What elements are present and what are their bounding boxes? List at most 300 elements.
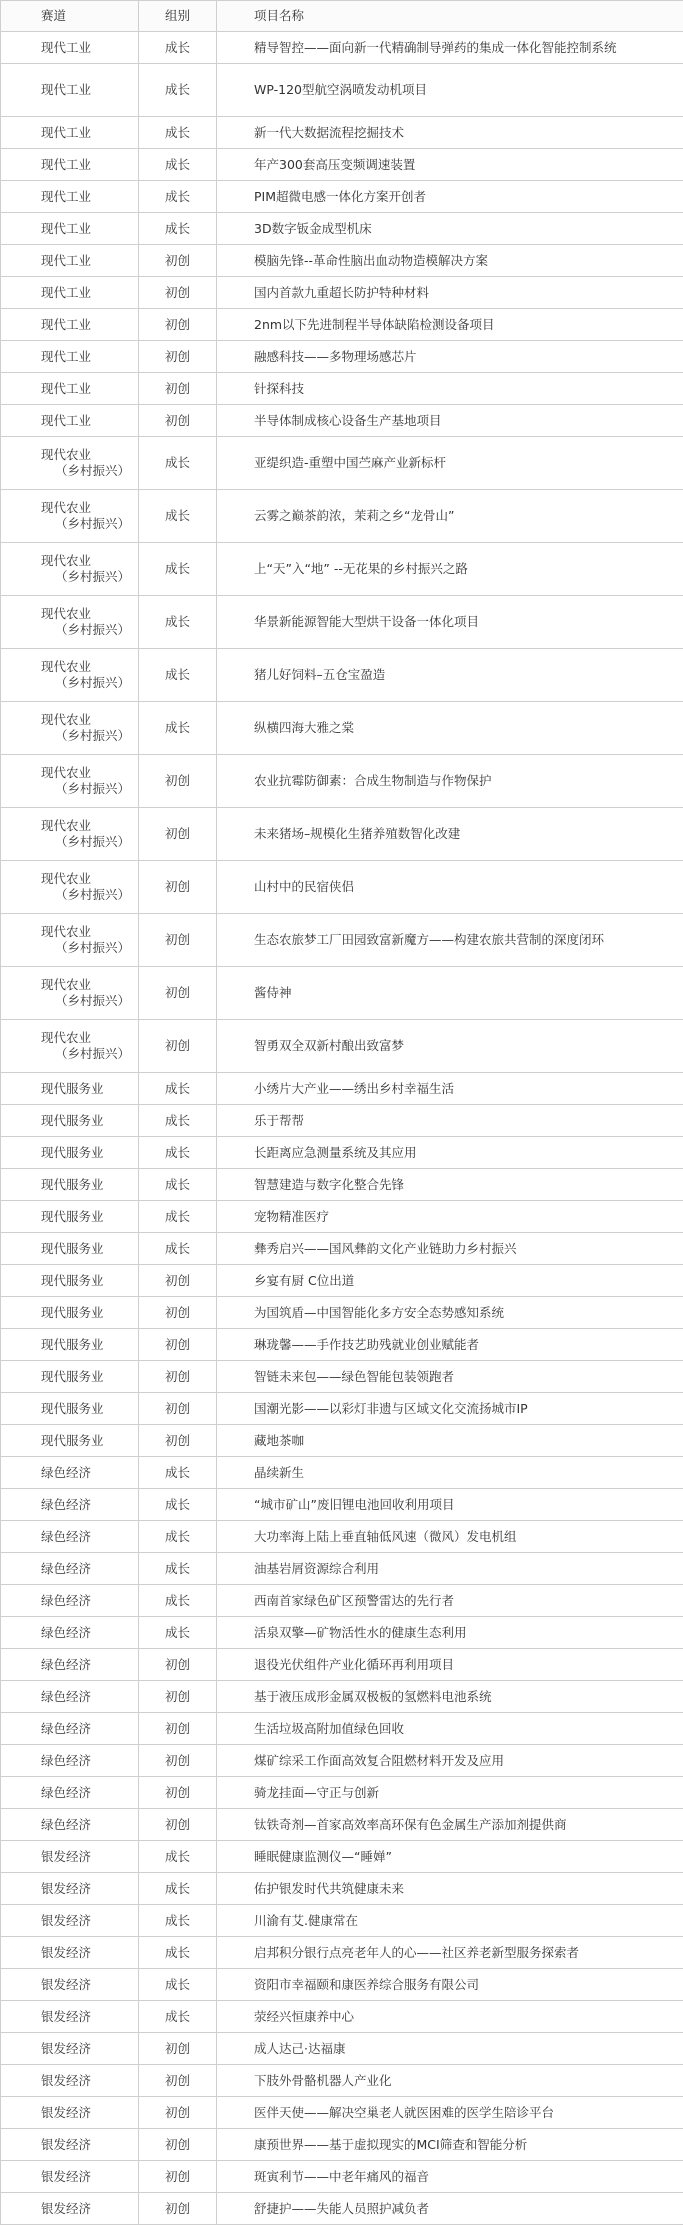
cell-project-name: 资阳市幸福颐和康医养综合服务有限公司 [217,1969,683,2001]
cell-track [1,1521,139,1553]
cell-group: 初创 [139,309,217,341]
table-row [1,64,683,117]
cell-project-name: 启邦积分银行点亮老年人的心——社区养老新型服务探索者 [217,1937,683,1969]
cell-project-name: PIM超微电感一体化方案开创者 [217,181,683,213]
cell-project-name: 基于液压成形金属双极板的氢燃料电池系统 [217,1681,683,1713]
track-label: 绿色经济 [41,1817,91,1832]
table-row [1,309,683,341]
track-sublabel: （乡村振兴） [41,1046,138,1062]
track-label: 现代农业 [41,871,91,886]
cell-track [1,437,139,490]
track-label: 现代服务业 [41,1081,104,1096]
track-label: 绿色经济 [41,1561,91,1576]
cell-group: 初创 [139,2097,217,2129]
header-group: 组别 [139,1,217,32]
cell-track [1,309,139,341]
cell-group: 初创 [139,373,217,405]
cell-project-name: 针探科技 [217,373,683,405]
cell-project-name: 乡宴有厨 C位出道 [217,1265,683,1297]
table-row [1,1233,683,1265]
table-row [1,543,683,596]
cell-track [1,1649,139,1681]
cell-project-name: 猪儿好饲料–五仓宝盈造 [217,649,683,702]
cell-track [1,341,139,373]
table-row [1,1777,683,1809]
track-label: 现代服务业 [41,1113,104,1128]
cell-track [1,32,139,64]
track-sublabel: （乡村振兴） [41,622,138,638]
table-row [1,1105,683,1137]
table-row [1,2001,683,2033]
cell-project-name: 宠物精准医疗 [217,1201,683,1233]
table-row [1,490,683,543]
cell-group: 初创 [139,1297,217,1329]
cell-project-name: 3D数字钣金成型机床 [217,213,683,245]
table-row [1,2193,683,2225]
track-sublabel: （乡村振兴） [41,993,138,1009]
track-label: 现代工业 [41,82,91,97]
track-sublabel: （乡村振兴） [41,781,138,797]
cell-track [1,702,139,755]
cell-track [1,490,139,543]
cell-track [1,1361,139,1393]
track-label: 银发经济 [41,1977,91,1992]
table-body [1,32,683,2225]
cell-project-name: 大功率海上陆上垂直轴低风速（微风）发电机组 [217,1521,683,1553]
table-row [1,32,683,64]
track-label: 绿色经济 [41,1689,91,1704]
table-row [1,1457,683,1489]
track-label: 银发经济 [41,2137,91,2152]
cell-track [1,1329,139,1361]
table-row [1,1425,683,1457]
table-row [1,1905,683,1937]
track-label: 现代工业 [41,253,91,268]
cell-track [1,1393,139,1425]
cell-group: 初创 [139,1393,217,1425]
cell-project-name: 琳珑馨——手作技艺助残就业创业赋能者 [217,1329,683,1361]
track-label: 绿色经济 [41,1785,91,1800]
cell-project-name: 退役光伏组件产业化循环再利用项目 [217,1649,683,1681]
track-label: 现代农业 [41,924,91,939]
cell-project-name: 年产300套高压变频调速装置 [217,149,683,181]
cell-group: 初创 [139,1425,217,1457]
cell-track [1,1105,139,1137]
track-label: 现代工业 [41,413,91,428]
table-row [1,1489,683,1521]
cell-project-name: 舒捷护——失能人员照护减负者 [217,2193,683,2225]
cell-group: 成长 [139,149,217,181]
cell-group: 初创 [139,1329,217,1361]
cell-group: 成长 [139,64,217,117]
cell-project-name: 智链未来包——绿色智能包装领跑者 [217,1361,683,1393]
table-row [1,437,683,490]
track-label: 银发经济 [41,1913,91,1928]
cell-project-name: 钛铁奇剂—首家高效率高环保有色金属生产添加剂提供商 [217,1809,683,1841]
cell-track [1,181,139,213]
track-label: 银发经济 [41,2105,91,2120]
cell-track [1,1553,139,1585]
cell-track [1,117,139,149]
cell-track [1,1457,139,1489]
track-label: 现代服务业 [41,1401,104,1416]
cell-track [1,1745,139,1777]
cell-track [1,373,139,405]
table-header-row [1,1,683,32]
track-label: 绿色经济 [41,1497,91,1512]
track-label: 现代服务业 [41,1177,104,1192]
cell-track [1,596,139,649]
cell-group: 初创 [139,2161,217,2193]
cell-track [1,1777,139,1809]
cell-track [1,245,139,277]
track-label: 现代农业 [41,765,91,780]
cell-track [1,1713,139,1745]
cell-project-name: 医伴天使——解决空巢老人就医困难的医学生陪诊平台 [217,2097,683,2129]
cell-track [1,914,139,967]
track-label: 绿色经济 [41,1753,91,1768]
cell-group: 初创 [139,1649,217,1681]
cell-group: 成长 [139,1169,217,1201]
table-row [1,1297,683,1329]
cell-track [1,405,139,437]
cell-group: 成长 [139,117,217,149]
table-row [1,1585,683,1617]
cell-group: 初创 [139,967,217,1020]
cell-group: 初创 [139,1265,217,1297]
cell-project-name: 半导体制成核心设备生产基地项目 [217,405,683,437]
cell-track [1,808,139,861]
cell-group: 初创 [139,1713,217,1745]
cell-project-name: 华景新能源智能大型烘干设备一体化项目 [217,596,683,649]
table-row [1,341,683,373]
cell-group: 初创 [139,1020,217,1073]
cell-track [1,861,139,914]
cell-project-name: 云雾之巅茶韵浓，茉莉之乡“龙骨山” [217,490,683,543]
cell-project-name: 川渝有艾.健康常在 [217,1905,683,1937]
cell-group: 成长 [139,2001,217,2033]
cell-track [1,213,139,245]
track-label: 现代服务业 [41,1433,104,1448]
cell-project-name: 乐于帮帮 [217,1105,683,1137]
table-row [1,213,683,245]
table-row [1,1745,683,1777]
track-sublabel: （乡村振兴） [41,940,138,956]
cell-group: 初创 [139,2065,217,2097]
cell-group: 成长 [139,1233,217,1265]
cell-track [1,277,139,309]
table-row [1,1329,683,1361]
track-label: 现代农业 [41,977,91,992]
track-label: 绿色经济 [41,1593,91,1608]
cell-group: 成长 [139,1937,217,1969]
cell-project-name: 未来猪场–规模化生猪养殖数智化改建 [217,808,683,861]
cell-track [1,1020,139,1073]
cell-group: 成长 [139,1201,217,1233]
cell-group: 初创 [139,405,217,437]
header-track: 赛道 [1,1,139,32]
cell-group: 初创 [139,914,217,967]
table-row [1,649,683,702]
cell-track [1,1841,139,1873]
cell-project-name: 活泉双擎—矿物活性水的健康生态利用 [217,1617,683,1649]
cell-project-name: “城市矿山”废旧锂电池回收利用项目 [217,1489,683,1521]
cell-project-name: 酱侍神 [217,967,683,1020]
cell-group: 初创 [139,1809,217,1841]
cell-group: 成长 [139,543,217,596]
cell-project-name: 生态农旅梦工厂田园致富新魔方——构建农旅共营制的深度闭环 [217,914,683,967]
cell-group: 初创 [139,277,217,309]
cell-track [1,1905,139,1937]
cell-project-name: 康预世界——基于虚拟现实的MCI筛查和智能分析 [217,2129,683,2161]
table-row [1,373,683,405]
track-label: 银发经济 [41,2201,91,2216]
track-sublabel: （乡村振兴） [41,569,138,585]
track-label: 绿色经济 [41,1465,91,1480]
cell-project-name: 智勇双全双新村酿出致富梦 [217,1020,683,1073]
cell-group: 初创 [139,2129,217,2161]
cell-group: 成长 [139,32,217,64]
track-label: 绿色经济 [41,1721,91,1736]
cell-project-name: 纵横四海大雅之棠 [217,702,683,755]
cell-group: 成长 [139,1553,217,1585]
cell-track [1,1233,139,1265]
cell-project-name: 藏地茶咖 [217,1425,683,1457]
cell-track [1,1265,139,1297]
cell-group: 成长 [139,1105,217,1137]
cell-project-name: 新一代大数据流程挖掘技术 [217,117,683,149]
table-row [1,861,683,914]
table-row [1,277,683,309]
cell-group: 成长 [139,490,217,543]
cell-track [1,1681,139,1713]
cell-project-name: WP-120型航空涡喷发动机项目 [217,64,683,117]
table-row [1,2129,683,2161]
cell-group: 成长 [139,1585,217,1617]
track-label: 现代农业 [41,606,91,621]
cell-track [1,2161,139,2193]
table-row [1,1521,683,1553]
table-row [1,2097,683,2129]
cell-group: 成长 [139,1521,217,1553]
track-sublabel: （乡村振兴） [41,675,138,691]
table-row [1,1873,683,1905]
cell-project-name: 上“天”入“地” --无花果的乡村振兴之路 [217,543,683,596]
track-label: 绿色经济 [41,1625,91,1640]
track-sublabel: （乡村振兴） [41,516,138,532]
table-row [1,1201,683,1233]
track-label: 现代农业 [41,1030,91,1045]
table-row [1,1073,683,1105]
table-row [1,808,683,861]
cell-group: 初创 [139,1745,217,1777]
cell-group: 成长 [139,1873,217,1905]
cell-group: 成长 [139,1457,217,1489]
table-row [1,1361,683,1393]
cell-track [1,1425,139,1457]
track-label: 银发经济 [41,1849,91,1864]
table-row [1,1649,683,1681]
cell-project-name: 模脑先锋--革命性脑出血动物造模解决方案 [217,245,683,277]
cell-track [1,1585,139,1617]
cell-project-name: 成人达己·达福康 [217,2033,683,2065]
track-label: 银发经济 [41,2041,91,2056]
cell-group: 初创 [139,2193,217,2225]
cell-group: 成长 [139,1073,217,1105]
table-row [1,2065,683,2097]
cell-group: 初创 [139,861,217,914]
cell-project-name: 亚缇织造-重塑中国苎麻产业新标杆 [217,437,683,490]
cell-project-name: 小绣片大产业——绣出乡村幸福生活 [217,1073,683,1105]
track-label: 银发经济 [41,2169,91,2184]
cell-track [1,64,139,117]
track-label: 银发经济 [41,1881,91,1896]
cell-group: 初创 [139,1361,217,1393]
cell-group: 成长 [139,649,217,702]
cell-track [1,755,139,808]
track-label: 现代服务业 [41,1369,104,1384]
cell-track [1,2001,139,2033]
cell-project-name: 智慧建造与数字化整合先锋 [217,1169,683,1201]
track-label: 绿色经济 [41,1657,91,1672]
table-row [1,596,683,649]
track-sublabel: （乡村振兴） [41,834,138,850]
cell-track [1,967,139,1020]
cell-group: 成长 [139,1905,217,1937]
table-row [1,914,683,967]
header-project-name: 项目名称 [217,1,683,32]
table-row [1,1937,683,1969]
table-row [1,1713,683,1745]
track-label: 绿色经济 [41,1529,91,1544]
track-label: 现代农业 [41,447,91,462]
track-label: 现代服务业 [41,1305,104,1320]
cell-track [1,1873,139,1905]
cell-group: 成长 [139,1489,217,1521]
cell-project-name: 睡眠健康监测仪—“睡婵” [217,1841,683,1873]
track-label: 现代工业 [41,125,91,140]
table-row [1,181,683,213]
cell-project-name: 国潮光影——以彩灯非遗与区域文化交流扬城市IP [217,1393,683,1425]
cell-track [1,1937,139,1969]
cell-track [1,2129,139,2161]
cell-track [1,543,139,596]
cell-project-name: 油基岩屑资源综合利用 [217,1553,683,1585]
cell-track [1,2097,139,2129]
cell-track [1,1201,139,1233]
cell-track [1,1297,139,1329]
cell-group: 初创 [139,245,217,277]
cell-project-name: 国内首款九重超长防护特种材料 [217,277,683,309]
cell-project-name: 佑护银发时代共筑健康未来 [217,1873,683,1905]
table-row [1,149,683,181]
table-row [1,1137,683,1169]
cell-track [1,1969,139,2001]
table-row [1,1841,683,1873]
cell-group: 成长 [139,1841,217,1873]
track-sublabel: （乡村振兴） [41,887,138,903]
table-row [1,1393,683,1425]
cell-track [1,1137,139,1169]
table-row [1,967,683,1020]
track-label: 现代农业 [41,659,91,674]
track-label: 现代农业 [41,712,91,727]
table-row [1,702,683,755]
cell-project-name: 晶续新生 [217,1457,683,1489]
track-label: 现代农业 [41,818,91,833]
table-row [1,2033,683,2065]
track-label: 银发经济 [41,2073,91,2088]
table-row [1,117,683,149]
cell-project-name: 长距离应急测量系统及其应用 [217,1137,683,1169]
cell-track [1,649,139,702]
cell-group: 成长 [139,702,217,755]
track-sublabel: （乡村振兴） [41,463,138,479]
table-row [1,2161,683,2193]
track-label: 现代工业 [41,221,91,236]
track-label: 现代工业 [41,317,91,332]
track-label: 银发经济 [41,2009,91,2024]
cell-track [1,1073,139,1105]
cell-project-name: 为国筑盾—中国智能化多方安全态势感知系统 [217,1297,683,1329]
cell-project-name: 彝秀启兴——国风彝韵文化产业链助力乡村振兴 [217,1233,683,1265]
cell-project-name: 融感科技——多物理场感芯片 [217,341,683,373]
track-label: 现代工业 [41,381,91,396]
cell-project-name: 斑寅利节——中老年痛风的福音 [217,2161,683,2193]
track-label: 现代工业 [41,189,91,204]
cell-project-name: 精导智控——面向新一代精确制导弹药的集成一体化智能控制系统 [217,32,683,64]
track-label: 银发经济 [41,1945,91,1960]
cell-track [1,1809,139,1841]
cell-project-name: 下肢外骨骼机器人产业化 [217,2065,683,2097]
track-sublabel: （乡村振兴） [41,728,138,744]
cell-project-name: 2nm以下先进制程半导体缺陷检测设备项目 [217,309,683,341]
cell-group: 初创 [139,2033,217,2065]
cell-group: 初创 [139,1777,217,1809]
track-label: 现代服务业 [41,1273,104,1288]
track-label: 现代服务业 [41,1241,104,1256]
cell-project-name: 西南首家绿色矿区预警雷达的先行者 [217,1585,683,1617]
cell-group: 成长 [139,213,217,245]
cell-project-name: 煤矿综采工作面高效复合阻燃材料开发及应用 [217,1745,683,1777]
track-label: 现代服务业 [41,1145,104,1160]
cell-group: 成长 [139,1969,217,2001]
cell-group: 初创 [139,808,217,861]
cell-group: 初创 [139,755,217,808]
table-row [1,405,683,437]
cell-track [1,1617,139,1649]
cell-project-name: 农业抗霉防御素：合成生物制造与作物保护 [217,755,683,808]
table-row [1,245,683,277]
cell-group: 成长 [139,1617,217,1649]
track-label: 现代工业 [41,349,91,364]
table-row [1,1617,683,1649]
cell-group: 初创 [139,1681,217,1713]
track-label: 现代服务业 [41,1337,104,1352]
table-row [1,1020,683,1073]
cell-group: 成长 [139,1137,217,1169]
cell-project-name: 荥经兴恒康养中心 [217,2001,683,2033]
cell-track [1,1489,139,1521]
track-label: 现代农业 [41,500,91,515]
table-row [1,1265,683,1297]
table-row [1,1553,683,1585]
cell-track [1,2065,139,2097]
cell-project-name: 生活垃圾高附加值绿色回收 [217,1713,683,1745]
cell-project-name: 山村中的民宿侠侣 [217,861,683,914]
table-row [1,1681,683,1713]
table-row [1,1969,683,2001]
